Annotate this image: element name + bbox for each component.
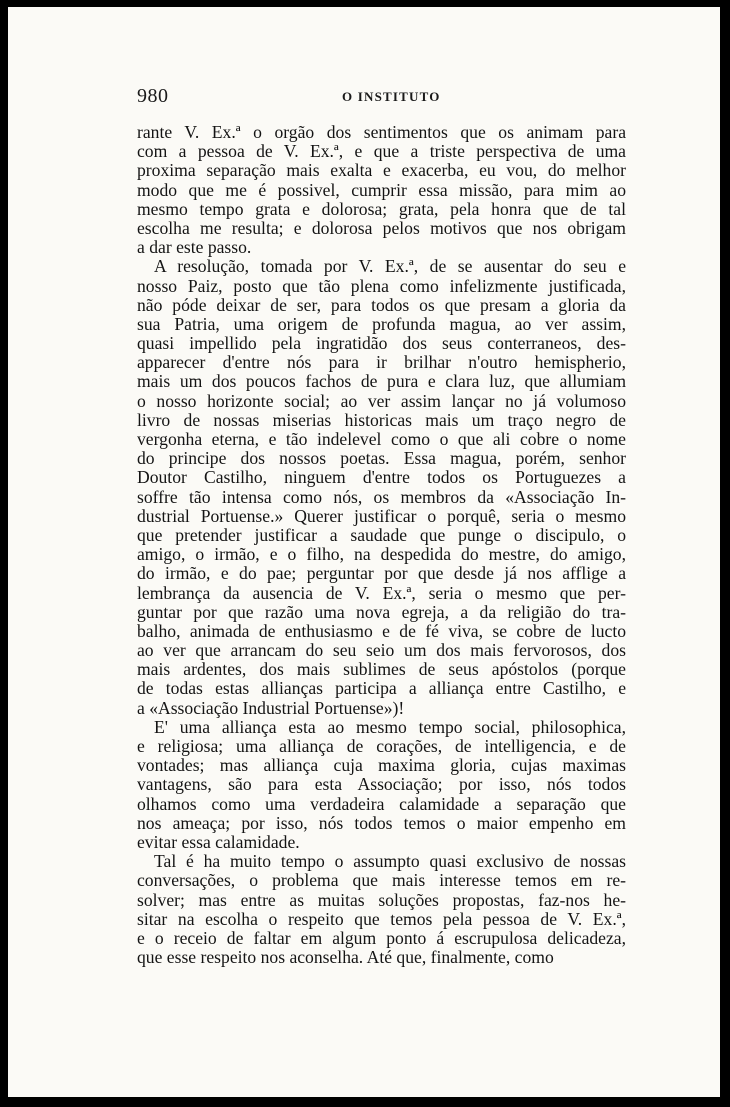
text-line: solver; mas entre as muitas soluções propostas, faz-nos he- <box>137 889 626 910</box>
text-line: dustrial Portuense.» Querer justificar o porquê, seria o mesmo <box>137 505 626 526</box>
text-line: evitar essa calamidade. <box>137 831 300 852</box>
text-line: ao ver que arrancam do seu seio um dos mais fervorosos, dos <box>137 640 626 661</box>
text-line: lembrança da ausencia de V. Ex.ª, seria o mesmo que per- <box>137 582 626 603</box>
text-line: E' uma alliança esta ao mesmo tempo social, philosophica, <box>154 716 626 737</box>
text-line: a dar este passo. <box>137 237 252 258</box>
text-line: e o receio de faltar em algum ponto á escrupulosa delicadeza, <box>137 927 626 948</box>
text-line: mais ardentes, dos mais sublimes de seus apóstolos (porque <box>137 659 626 680</box>
text-line: sitar na escolha o respeito que temos pela pessoa de V. Ex.ª, <box>137 908 626 929</box>
text-line: Tal é ha muito tempo o assumpto quasi exclusivo de nossas <box>154 851 626 872</box>
text-line: e religiosa; uma alliança de corações, de intelligencia, e de <box>137 736 626 756</box>
text-line: vergonha eterna, e tão indelevel como o que ali cobre o nome <box>137 429 626 449</box>
text-line: nos ameaça; por isso, nós todos temos o maior empenho em <box>137 812 626 833</box>
text-line: mesmo tempo grata e dolorosa; grata, pela honra que de tal <box>137 198 626 219</box>
running-title: O INSTITUTO <box>342 89 441 104</box>
paragraph <box>137 718 626 852</box>
text-line: olhamos como uma verdadeira calamidade a separação que <box>137 793 626 814</box>
text-line: modo que me é possivel, cumprir essa missão, para mim ao <box>137 179 626 200</box>
text-line: nosso Paiz, posto que tão plena como infelizmente justificada, <box>137 275 626 296</box>
page-number: 980 <box>137 85 169 107</box>
text-line: vontades; mas alliança cuja maxima gloria, cujas maximas <box>137 755 626 776</box>
paragraph <box>137 257 626 718</box>
text-line: amigo, o irmão, e o filho, na despedida do mestre, do amigo, <box>137 544 626 565</box>
text-line: com a pessoa de V. Ex.ª, e que a triste perspectiva de uma <box>137 141 626 162</box>
text-line: Doutor Castilho, ninguem d'entre todos os Portuguezes a <box>137 467 626 488</box>
text-line: sua Patria, uma origem de profunda magua, ao ver assim, <box>137 313 626 334</box>
text-line: que esse respeito nos aconselha. Até que, finalmente, como <box>137 947 554 968</box>
text-line: vantagens, são para esta Associação; por isso, nós todos <box>137 774 626 795</box>
text-line: do irmão, e do pae; perguntar por que desde já nos afflige a <box>137 563 626 584</box>
text-line: de todas estas allianças participa a alliança entre Castilho, e <box>137 678 626 699</box>
text-line: mais um dos poucos fachos de pura e clara luz, que allumiam <box>137 371 626 392</box>
text-line: A resolução, tomada por V. Ex.ª, de se ausentar do seu e <box>154 256 626 277</box>
text-line: do principe dos nossos poetas. Essa magua, porém, senhor <box>137 448 626 469</box>
text-line: apparecer d'entre nós para ir brilhar n'outro hemispherio, <box>137 352 626 373</box>
text-line: proxima separação mais exalta e exacerba, eu vou, do melhor <box>137 160 626 181</box>
text-line: o nosso horizonte social; ao ver assim lançar no já volumoso <box>137 390 626 411</box>
text-line: balho, animada de enthusiasmo e de fé viva, se cobre de lucto <box>137 620 626 641</box>
body-text <box>137 123 626 967</box>
paragraph <box>137 852 626 967</box>
text-line: conversações, o problema que mais interesse temos em re- <box>137 870 626 891</box>
text-line: que pretender justificar a saudade que punge o discipulo, o <box>137 524 626 545</box>
text-line: não póde deixar de ser, para todos os que presam a gloria da <box>137 294 626 315</box>
paragraph <box>137 123 626 257</box>
text-line: a «Associação Industrial Portuense»)! <box>137 697 405 718</box>
text-line: livro de nossas miserias historicas mais um traço negro de <box>137 409 626 430</box>
page-header <box>137 85 623 109</box>
text-line: rante V. Ex.ª o orgão dos sentimentos que os animam para <box>137 122 626 142</box>
text-line: soffre tão intensa como nós, os membros da «Associação In- <box>137 486 626 507</box>
text-line: quasi impellido pela ingratidão dos seus conterraneos, des- <box>137 333 626 354</box>
text-line: escolha me resulta; e dolorosa pelos motivos que nos obrigam <box>137 217 626 238</box>
text-line: guntar por que razão uma nova egreja, a da religião do tra- <box>137 601 626 622</box>
